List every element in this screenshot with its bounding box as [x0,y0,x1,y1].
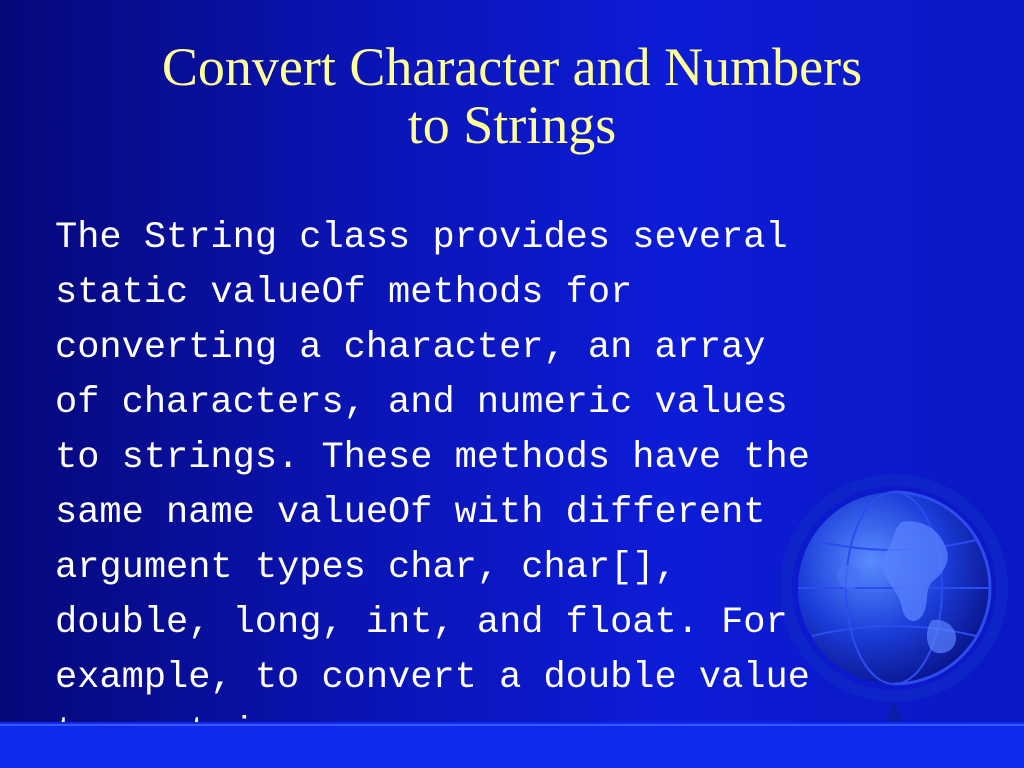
body-line: converting a character, an array [55,327,766,369]
body-line: argument types char, char[], [55,547,677,589]
footer-divider [0,724,1024,726]
body-line: double, long, int, and float. For [55,602,788,644]
footer-bar [0,722,1024,768]
body-line: The String class provides several [55,217,788,259]
body-text [55,211,1015,761]
body-line: static valueOf methods for [55,272,633,314]
body-line: same name valueOf with different [55,492,766,534]
body-line: of characters, and numeric values [55,382,788,424]
body-line: to strings. These methods have the [55,437,810,479]
title-line-2: to Strings [407,95,617,155]
slide-title [0,38,1024,154]
body-line: example, to convert a double value [55,657,810,699]
title-line-1: Convert Character and Numbers [161,37,863,97]
